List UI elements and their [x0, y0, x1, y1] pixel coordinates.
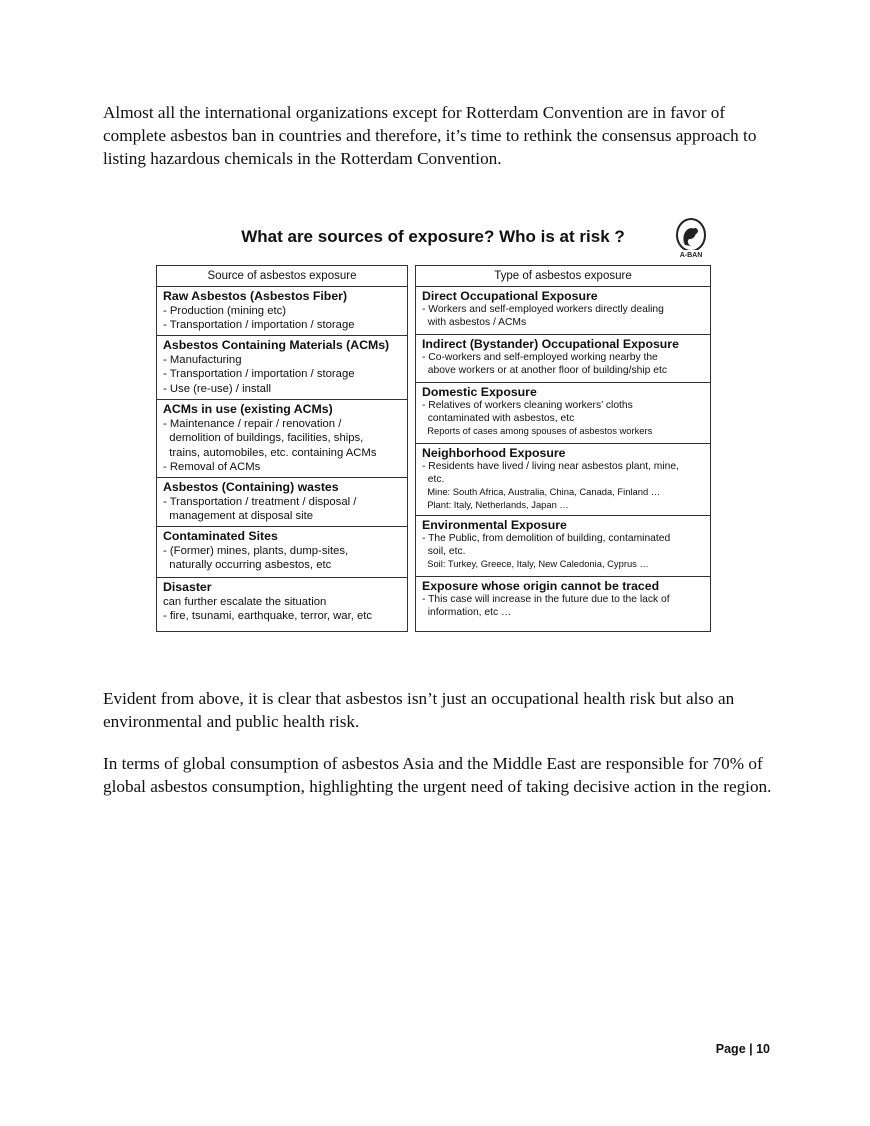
- exposure-type-cell: Domestic Exposure - Relatives of workers cleaning workers’ cloths contaminated with asbestos, etc Reports of cases among spouses of asbestos workers: [416, 383, 710, 444]
- exposure-type-cell: Neighborhood Exposure - Residents have lived / living near asbestos plant, mine, etc. Mine: South Africa, Australia, China, Canada, Finland … Plant: Italy, Netherlands, Japan …: [416, 444, 710, 516]
- source-cell: Asbestos Containing Materials (ACMs) - Manufacturing - Transportation / importation / storage - Use (re-use) / install: [157, 336, 407, 400]
- exposure-type-column: [415, 265, 711, 632]
- page-number: Page | 10: [715, 1042, 770, 1056]
- aban-logo: [668, 217, 714, 261]
- source-cell: Raw Asbestos (Asbestos Fiber) - Production (mining etc) - Transportation / importation / storage: [157, 287, 407, 336]
- source-cell: Asbestos (Containing) wastes - Transportation / treatment / disposal / management at disposal site: [157, 478, 407, 527]
- exposure-type-cell: Exposure whose origin cannot be traced - This case will increase in the future due to the lack of information, etc …: [422, 579, 670, 618]
- intro-paragraph: Almost all the international organizations except for Rotterdam Convention are in favor of complete asbestos ban in countries and therefore, it’s time to rethink the consensus approach to listing hazardous chemicals in the Rotterdam Convention.: [103, 103, 757, 168]
- paragraph-risk: Evident from above, it is clear that asbestos isn’t just an occupational health risk but also an environmental and public health risk.: [103, 689, 735, 731]
- source-cell: Contaminated Sites - (Former) mines, plants, dump-sites, naturally occurring asbestos, etc: [157, 527, 407, 578]
- source-column-header: Source of asbestos exposure: [157, 266, 407, 287]
- logo-text: A-BAN: [679, 252, 703, 259]
- exposure-type-cell: Direct Occupational Exposure - Workers and self-employed workers directly dealing with asbestos / ACMs: [416, 287, 710, 335]
- source-column: [156, 265, 408, 632]
- exposure-type-cell: Indirect (Bystander) Occupational Exposure - Co-workers and self-employed working nearby the above workers or at another floor of building/ship etc: [416, 335, 710, 383]
- exposure-type-cell: Environmental Exposure - The Public, from demolition of building, contaminated soil, etc. Soil: Turkey, Greece, Italy, New Caledonia, Cyprus …: [416, 516, 710, 577]
- source-cell: Disaster can further escalate the situation - fire, tsunami, earthquake, terror, war, etc: [163, 580, 373, 623]
- source-cell: ACMs in use (existing ACMs) - Maintenance / repair / renovation / demolition of buildings, facilities, ships, trains, automobiles, etc. containing ACMs - Removal of ACMs: [157, 400, 407, 478]
- exposure-type-column-header: Type of asbestos exposure: [416, 266, 710, 287]
- figure-title: What are sources of exposure? Who is at risk ?: [241, 227, 625, 246]
- paragraph-consumption: In terms of global consumption of asbestos Asia and the Middle East are responsible for 70% of global asbestos consumption, highlighting the urgent need of taking decisive action in the region.: [103, 754, 772, 796]
